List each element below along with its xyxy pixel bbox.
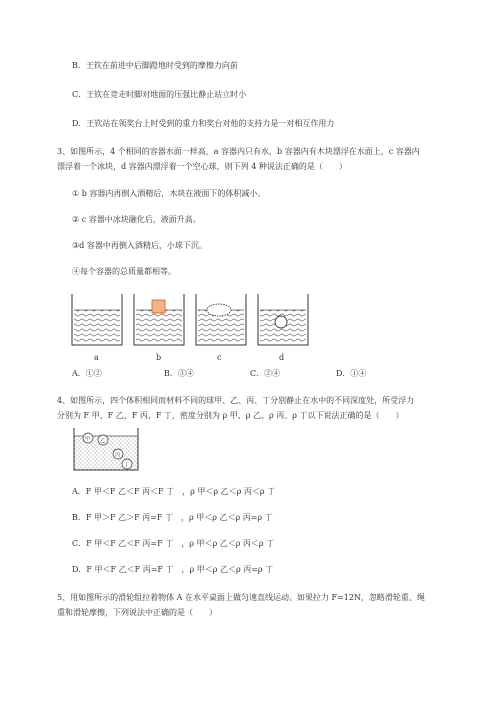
container-a: [72, 294, 122, 362]
prev-option-b: B．王钦在前进中后脚蹬地时受到的摩擦力向前: [72, 61, 238, 70]
q3-statement-4: ④每个容器的总质量都相等。: [72, 267, 176, 276]
svg-text:甲: 甲: [85, 436, 91, 443]
svg-text:乙: 乙: [100, 438, 106, 445]
prev-option-d: D．王钦站在领奖台上时受到的重力和奖台对他的支持力是一对相互作用力: [72, 119, 335, 128]
q3-stem-line2: 漂浮着一个冰块，d 容器内漂浮着一个空心球，则下列 4 种说法正确的是（ ）: [57, 162, 347, 171]
ball-jia: [83, 433, 93, 443]
label-b: b: [156, 353, 162, 362]
ball-ding: [122, 459, 132, 469]
ball-bing: [113, 449, 123, 459]
q4-option-d: D．F 甲＜F 乙＜F 丙=F 丁 ，ρ 甲＜ρ 乙＜ρ 丙=ρ 丁: [72, 565, 274, 574]
q4-stem-line1: 4、如图所示，四个体积相同而材料不同的球甲、乙、丙、丁分别静止在水中的不同深度处，所受浮力: [57, 396, 415, 405]
ice-cube: [207, 304, 231, 316]
svg-text:丙: 丙: [115, 452, 121, 459]
label-d: d: [279, 353, 285, 362]
q3-option-d: D．①④: [336, 369, 367, 378]
q3-stem-line1: 3、如图所示，4 个相同的容器水面一样高，a 容器内只有水，b 容器内有木块漂浮在水面上，c 容器内: [57, 147, 420, 156]
label-a: a: [94, 353, 99, 362]
svg-text:丁: 丁: [124, 462, 130, 469]
q5-stem-line2: 重和滑轮摩擦，下列说法中正确的是（ ）: [57, 608, 217, 617]
q4-tank-figure: [72, 426, 142, 472]
q3-statement-1: ① b 容器内再倒入酒精后，木块在液面下的体积减小。: [72, 189, 266, 198]
hollow-ball: [275, 316, 287, 328]
q3-statement-3: ③d 容器中再倒入酒精后，小球下沉。: [72, 241, 207, 250]
container-c: [196, 294, 246, 362]
label-c: c: [217, 353, 222, 362]
q4-stem-line2: 分别为 F 甲、F 乙、F 丙、F 丁，密度分别为 ρ 甲、ρ 乙、ρ 丙、ρ 丁以下说法正确的是（ ）: [57, 411, 404, 420]
prev-option-c: C．王钦在竞走时脚对地面的压强比静止站立时小: [72, 90, 247, 99]
ball-yi: [98, 435, 108, 445]
q3-option-b: B．③④: [164, 369, 194, 378]
q3-statement-2: ② c 容器中冰块融化后，液面升高。: [72, 215, 201, 224]
wood-block: [152, 300, 165, 313]
container-b: [134, 294, 184, 362]
q5-stem-line1: 5、用如图所示的滑轮组拉着物体 A 在水平桌面上做匀速直线运动。如果拉力 F=12N，忽略滑轮重、绳: [57, 593, 425, 602]
container-d: [258, 294, 308, 362]
q3-option-a: A．①②: [72, 369, 102, 378]
q3-containers-figure: [64, 292, 314, 364]
q3-option-c: C．②④: [250, 369, 281, 378]
q4-option-b: B．F 甲＞F 乙＞F 丙=F 丁 ，ρ 甲＜ρ 乙＜ρ 丙=ρ 丁: [72, 513, 273, 522]
q4-option-a: A．F 甲＜F 乙＜F 丙＜F 丁 ，ρ 甲＜ρ 乙＜ρ 丙＜ρ 丁: [72, 487, 276, 496]
q4-option-c: C．F 甲＜F 乙＜F 丙=F 丁 ，ρ 甲＜ρ 乙＜ρ 丙＜ρ 丁: [72, 539, 275, 548]
